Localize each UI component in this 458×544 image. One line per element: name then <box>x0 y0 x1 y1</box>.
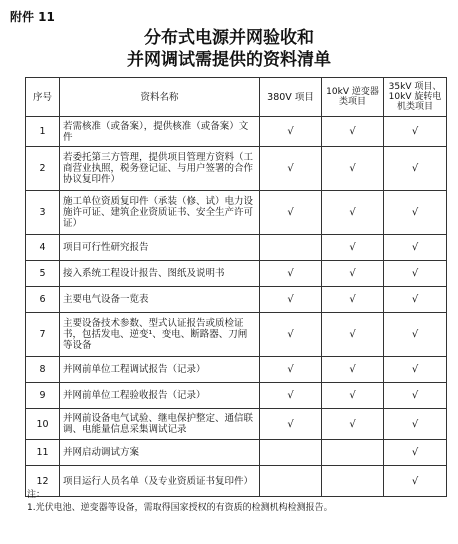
check-10kv-inverter: √ <box>322 287 384 313</box>
check-35kv-rotary: √ <box>384 261 447 287</box>
header-no: 序号 <box>26 78 60 117</box>
check-10kv-inverter: √ <box>322 313 384 357</box>
header-name: 资料名称 <box>60 78 260 117</box>
row-material-name: 并网前设备电气试验、继电保护整定、通信联调、电能量信息采集调试记录 <box>60 409 260 440</box>
table-row <box>26 313 447 357</box>
check-35kv-rotary: √ <box>384 235 447 261</box>
note-item-1: 1.光伏电池、逆变器等设备，需取得国家授权的有资质的检测机构检测报告。 <box>27 503 333 513</box>
row-number: 8 <box>26 357 60 383</box>
row-number: 7 <box>26 313 60 357</box>
check-10kv-inverter <box>322 440 384 466</box>
table-body <box>26 117 447 497</box>
table-row <box>26 383 447 409</box>
table-header-row <box>26 78 447 117</box>
check-380v: √ <box>260 191 322 235</box>
check-10kv-inverter: √ <box>322 409 384 440</box>
table-row <box>26 191 447 235</box>
check-380v: √ <box>260 313 322 357</box>
row-number: 5 <box>26 261 60 287</box>
check-35kv-rotary: √ <box>384 357 447 383</box>
check-380v: √ <box>260 357 322 383</box>
check-380v: √ <box>260 117 322 147</box>
row-material-name: 主要电气设备一览表 <box>60 287 260 313</box>
notes-section <box>27 489 445 515</box>
check-380v: √ <box>260 383 322 409</box>
check-10kv-inverter: √ <box>322 261 384 287</box>
table-row <box>26 117 447 147</box>
table-row <box>26 147 447 191</box>
check-380v: √ <box>260 147 322 191</box>
attachment-label: 附件 11 <box>10 10 55 24</box>
row-material-name: 主要设备技术参数、型式认证报告或质检证书，包括发电、逆变¹、变电、断路器、刀闸等设备 <box>60 313 260 357</box>
header-380v: 380V 项目 <box>260 78 322 117</box>
row-number: 6 <box>26 287 60 313</box>
row-number: 9 <box>26 383 60 409</box>
row-number: 10 <box>26 409 60 440</box>
check-380v: √ <box>260 409 322 440</box>
check-380v: √ <box>260 287 322 313</box>
check-35kv-rotary: √ <box>384 409 447 440</box>
header-35kv-rotary: 35kV 项目、10kV 旋转电机类项目 <box>384 78 447 117</box>
row-material-name: 项目运行人员名单（及专业资质证书复印件） <box>60 466 260 497</box>
header-10kv-inverter: 10kV 逆变器类项目 <box>322 78 384 117</box>
check-10kv-inverter: √ <box>322 147 384 191</box>
table-row <box>26 235 447 261</box>
row-number: 11 <box>26 440 60 466</box>
check-35kv-rotary: √ <box>384 117 447 147</box>
table-row <box>26 357 447 383</box>
row-number: 12 <box>26 466 60 497</box>
row-number: 4 <box>26 235 60 261</box>
document-title-line2: 并网调试需提供的资料清单 <box>127 50 331 70</box>
check-10kv-inverter: √ <box>322 357 384 383</box>
check-35kv-rotary: √ <box>384 191 447 235</box>
row-material-name: 并网启动调试方案 <box>60 440 260 466</box>
table-row <box>26 440 447 466</box>
materials-table <box>25 77 447 497</box>
check-10kv-inverter: √ <box>322 117 384 147</box>
check-10kv-inverter: √ <box>322 383 384 409</box>
row-material-name: 并网前单位工程验收报告（记录） <box>60 383 260 409</box>
document-title-line1: 分布式电源并网验收和 <box>144 28 314 48</box>
row-material-name: 若委托第三方管理，提供项目管理方资料（工商营业执照，税务登记证、与用户签署的合作协议复印件） <box>60 147 260 191</box>
check-380v: √ <box>260 261 322 287</box>
row-material-name: 并网前单位工程调试报告（记录） <box>60 357 260 383</box>
row-number: 1 <box>26 117 60 147</box>
check-35kv-rotary: √ <box>384 466 447 497</box>
check-35kv-rotary: √ <box>384 287 447 313</box>
row-material-name: 施工单位资质复印件（承装（修、试）电力设施许可证、建筑企业资质证书、安全生产许可证） <box>60 191 260 235</box>
row-material-name: 接入系统工程设计报告、图纸及说明书 <box>60 261 260 287</box>
table-row <box>26 261 447 287</box>
check-10kv-inverter: √ <box>322 235 384 261</box>
row-number: 2 <box>26 147 60 191</box>
check-380v <box>260 235 322 261</box>
check-35kv-rotary: √ <box>384 440 447 466</box>
table-row <box>26 409 447 440</box>
table-row <box>26 287 447 313</box>
check-35kv-rotary: √ <box>384 383 447 409</box>
check-380v <box>260 440 322 466</box>
row-material-name: 项目可行性研究报告 <box>60 235 260 261</box>
notes-label: 注： <box>27 490 46 500</box>
row-material-name: 若需核准（或备案），提供核准（或备案）文件 <box>60 117 260 147</box>
check-35kv-rotary: √ <box>384 313 447 357</box>
check-10kv-inverter: √ <box>322 191 384 235</box>
check-35kv-rotary: √ <box>384 147 447 191</box>
row-number: 3 <box>26 191 60 235</box>
